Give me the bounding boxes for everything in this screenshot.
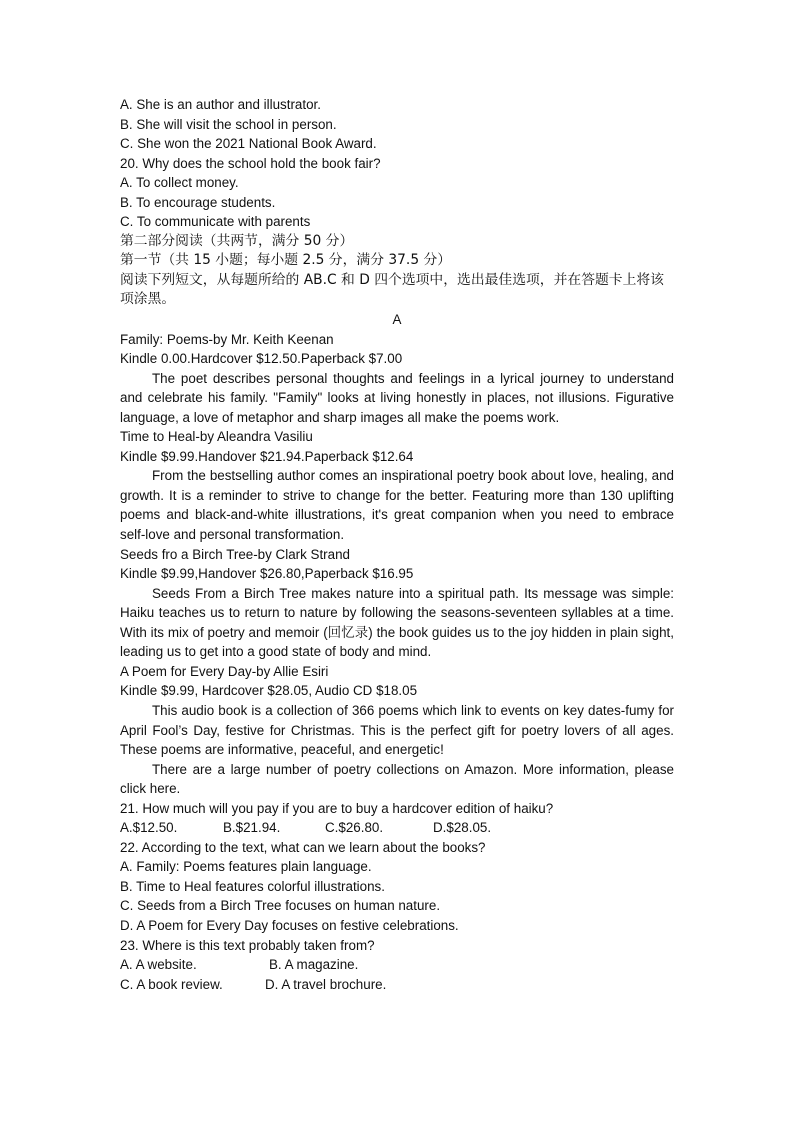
q22-option-b: B. Time to Heal features colorful illustrations. xyxy=(120,878,385,894)
q20-option-b: B. To encourage students. xyxy=(120,194,276,210)
book-title: Family: Poems-by Mr. Keith Keenan xyxy=(120,331,334,347)
option-c: C. She won the 2021 National Book Award. xyxy=(120,136,377,152)
q23-option-b: B. A magazine. xyxy=(269,957,359,973)
q22-option-c: C. Seeds from a Birch Tree focuses on human nature. xyxy=(120,898,441,914)
q20-option-c: C. To communicate with parents xyxy=(120,214,311,230)
q22-option-d: D. A Poem for Every Day focuses on festive celebrations. xyxy=(120,917,459,933)
passage-letter: A xyxy=(392,312,402,328)
part-title: 第二部分阅读（共两节，满分 50 分） xyxy=(120,232,354,249)
q22-option-a: A. Family: Poems features plain language. xyxy=(120,859,372,875)
q23-option-d: D. A travel brochure. xyxy=(265,976,387,992)
question-20: 20. Why does the school hold the book fair? xyxy=(120,155,381,171)
book-description: From the bestselling author comes an inspirational poetry book about love, healing, and growth. It is a reminder to strive to change for the better. Featuring more than 130 uplifting poems and black-and-white illustrations, it's great companion when you need to embrace self-love and personal transformation. xyxy=(120,468,674,543)
q20-option-a: A. To collect money. xyxy=(120,175,239,191)
q21-option-d: D.$28.05. xyxy=(433,820,492,836)
q21-option-b: B.$21.94. xyxy=(223,820,281,836)
book-prices: Kindle $9.99,Handover $26.80,Paperback $16.95 xyxy=(120,566,414,582)
book-description: The poet describes personal thoughts and feelings in a lyrical journey to understand and celebrate his family. "Family" looks at living honestly in places, not illusions. Figurative language, a love of metaphor and sharp images all make the poems work. xyxy=(120,370,674,425)
option-a: A. She is an author and illustrator. xyxy=(120,97,321,112)
book-description: This audio book is a collection of 366 poems which link to events on key dates-fumy for April Fool’s Day, festive for Christmas. This is the perfect gift for poetry lovers of all ages. These poems are informative, peaceful, and energetic! xyxy=(120,702,674,758)
q23-options-row-1 xyxy=(120,955,674,975)
book-prices: Kindle $9.99, Hardcover $28.05, Audio CD $18.05 xyxy=(120,683,418,699)
q23-options-row-2 xyxy=(120,975,674,995)
subsection-title: 第一节（共 15 小题；每小题 2.5 分，满分 37.5 分） xyxy=(120,252,452,269)
book-prices: Kindle 0.00.Hardcover $12.50.Paperback $7.00 xyxy=(120,351,403,367)
closing-paragraph: There are a large number of poetry collections on Amazon. More information, please click here. xyxy=(120,761,674,797)
q21-options xyxy=(120,818,674,838)
q21-option-c: C.$26.80. xyxy=(325,820,384,836)
option-b: B. She will visit the school in person. xyxy=(120,116,337,132)
book-prices: Kindle $9.99.Handover $21.94.Paperback $12.64 xyxy=(120,448,414,464)
q23-option-c: C. A book review. xyxy=(120,976,223,992)
exam-page xyxy=(120,95,674,994)
book-title: Time to Heal-by Aleandra Vasiliu xyxy=(120,429,313,445)
question-21: 21. How much will you pay if you are to buy a hardcover edition of haiku? xyxy=(120,800,554,816)
question-23: 23. Where is this text probably taken from? xyxy=(120,937,375,953)
book-description: Seeds From a Birch Tree makes nature into a spiritual path. Its message was simple: Haiku teaches us to return to nature by following the seasons-seventeen syllables at a time. With its mix of poetry and memoir (回忆录) the book guides us to the joy hidden in plain sight, leading us to get into a good state of body and mind. xyxy=(120,585,674,660)
question-22: 22. According to the text, what can we learn about the books? xyxy=(120,839,486,855)
q23-option-a: A. A website. xyxy=(120,957,197,973)
q21-option-a: A.$12.50. xyxy=(120,820,178,836)
instructions: 阅读下列短文，从每题所给的 AB.C 和 D 四个选项中，选出最佳选项，并在答题卡上将该项涂黑。 xyxy=(120,271,664,308)
book-title: Seeds fro a Birch Tree-by Clark Strand xyxy=(120,546,350,562)
book-title: A Poem for Every Day-by Allie Esiri xyxy=(120,663,329,679)
